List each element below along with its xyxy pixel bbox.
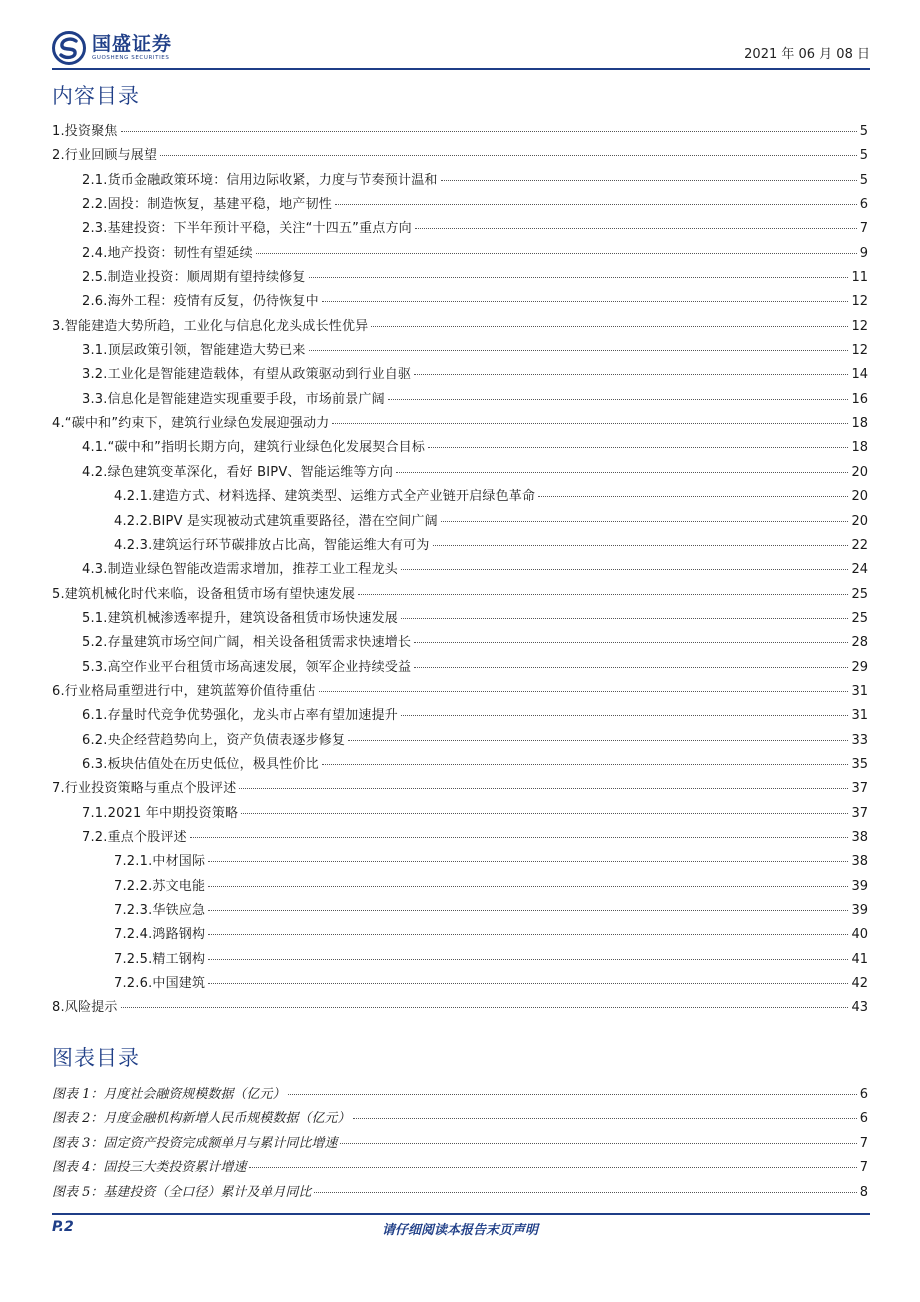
toc-entry-page: 11 (851, 270, 868, 286)
dot-leader (314, 1192, 856, 1193)
toc-entry-label: 7.2.3.华铁应急 (114, 903, 206, 918)
toc-entry-row[interactable] (52, 339, 868, 363)
dot-leader (208, 886, 848, 887)
dot-leader (414, 642, 848, 643)
toc-entry-row[interactable] (52, 510, 868, 534)
dot-leader (335, 204, 857, 205)
dot-leader (208, 861, 848, 862)
toc-entry-page: 37 (851, 805, 868, 821)
dot-leader (241, 813, 848, 814)
page-number: P.2 (52, 1219, 74, 1235)
disclaimer-note: 请仔细阅读本报告末页声明 (381, 1223, 538, 1238)
toc-entry-page: 40 (851, 927, 868, 943)
toc-entry-label: 4.2.3.建筑运行环节碳排放占比高，智能运维大有可为 (114, 537, 430, 553)
toc-entry-page: 20 (851, 513, 868, 529)
table-of-contents (52, 120, 868, 1021)
toc-entry-row[interactable] (52, 899, 868, 923)
dot-leader (208, 934, 848, 935)
toc-entry-page: 16 (851, 391, 868, 407)
toc-entry-label: 2.6.海外工程：疫情有反复，仍待恢复中 (82, 294, 319, 310)
toc-entry-label: 2.1.货币金融政策环境：信用边际收紧，力度与节奏预计温和 (82, 172, 438, 188)
toc-entry-label: 3.智能建造大势所趋，工业化与信息化龙头成长性优异 (52, 318, 369, 334)
toc-entry-page: 5 (859, 124, 868, 139)
dot-leader (309, 350, 849, 351)
figure-entry-page: 7 (859, 1135, 868, 1151)
toc-entry-page: 33 (851, 732, 868, 748)
toc-entry-page: 20 (851, 464, 868, 480)
toc-entry-label: 1.投资聚焦 (52, 124, 118, 139)
toc-entry-label: 6.行业格局重塑进行中，建筑蓝筹价值待重估 (52, 683, 316, 699)
toc-entry-page: 5 (859, 148, 868, 164)
report-date: 2021 年 06 月 08 日 (744, 47, 870, 62)
toc-entry-page: 38 (851, 829, 868, 845)
toc-entry-row[interactable] (52, 217, 868, 241)
toc-entry-label: 6.2.央企经营趋势向上，资产负债表逐步修复 (82, 732, 346, 748)
figure-entry-page: 6 (859, 1111, 868, 1127)
dot-leader (401, 569, 848, 570)
toc-entry-label: 4.3.制造业绿色智能改造需求增加，推荐工业工程龙头 (82, 562, 399, 578)
toc-entry-label: 3.2.工业化是智能建造载体，有望从政策驱动到行业自驱 (82, 367, 412, 383)
toc-entry-row[interactable] (52, 120, 868, 144)
toc-entry-label: 2.3.基建投资：下半年预计平稳，关注“十四五”重点方向 (82, 221, 412, 237)
header-divider (52, 68, 870, 70)
figure-entry-row[interactable] (52, 1156, 868, 1180)
toc-entry-label: 5.1.建筑机械渗透率提升，建筑设备租赁市场快速发展 (82, 610, 399, 626)
toc-entry-row[interactable] (52, 850, 868, 874)
toc-entry-row[interactable] (52, 436, 868, 460)
dot-leader (414, 667, 848, 668)
toc-entry-page: 14 (851, 367, 868, 383)
dot-leader (121, 1007, 849, 1008)
toc-entry-page: 12 (851, 294, 868, 310)
dot-leader (414, 374, 848, 375)
figure-entry-page: 8 (859, 1184, 868, 1200)
toc-entry-row[interactable] (52, 631, 868, 655)
toc-entry-page: 37 (851, 781, 868, 797)
toc-entry-label: 7.2.2.苏文电能 (114, 878, 206, 894)
dot-leader (239, 788, 848, 789)
toc-entry-label: 7.2.重点个股评述 (82, 829, 187, 845)
toc-entry-label: 7.行业投资策略与重点个股评述 (52, 781, 237, 797)
toc-entry-label: 6.3.板块估值处在历史低位，极具性价比 (82, 756, 319, 772)
dot-leader (322, 764, 849, 765)
toc-entry-label: 7.2.4.鸿路钢构 (114, 927, 206, 943)
toc-entry-page: 22 (851, 537, 868, 553)
toc-entry-row[interactable] (52, 948, 868, 972)
toc-entry-row[interactable] (52, 972, 868, 996)
dot-leader (415, 228, 857, 229)
page-header (52, 28, 870, 70)
toc-entry-row[interactable] (52, 412, 868, 436)
toc-entry-row[interactable] (52, 193, 868, 217)
dot-leader (401, 715, 848, 716)
toc-entry-row[interactable] (52, 704, 868, 728)
dot-leader (358, 594, 848, 595)
toc-entry-row[interactable] (52, 777, 868, 801)
dot-leader (208, 959, 848, 960)
toc-entry-row[interactable] (52, 266, 868, 290)
toc-entry-page: 12 (851, 343, 868, 359)
toc-entry-row[interactable] (52, 607, 868, 631)
dot-leader (160, 155, 857, 156)
dot-leader (121, 131, 857, 132)
toc-entry-page: 38 (851, 854, 868, 870)
dot-leader (332, 423, 848, 424)
figure-entry-label: 图表 2：月度金融机构新增人民币规模数据（亿元） (52, 1111, 351, 1127)
toc-entry-label: 2.行业回顾与展望 (52, 148, 158, 164)
toc-entry-label: 2.2.固投：制造恢复，基建平稳，地产韧性 (82, 197, 333, 213)
dot-leader (401, 618, 848, 619)
dot-leader (396, 472, 848, 473)
dot-leader (256, 253, 857, 254)
list-of-figures (52, 1083, 868, 1205)
toc-entry-label: 5.3.高空作业平台租赁市场高速发展，领军企业持续受益 (82, 659, 412, 675)
toc-entry-row[interactable] (52, 144, 868, 168)
dot-leader (309, 277, 849, 278)
toc-entry-label: 3.1.顶层政策引领，智能建造大势已来 (82, 343, 306, 359)
toc-entry-page: 5 (859, 172, 868, 188)
toc-entry-page: 18 (851, 440, 868, 456)
toc-entry-row[interactable] (52, 583, 868, 607)
brand-name-cn: 国盛证券 (92, 33, 173, 55)
toc-entry-row[interactable] (52, 656, 868, 680)
toc-entry-label: 4.2.1.建造方式、材料选择、建筑类型、运维方式全产业链开启绿色革命 (114, 489, 536, 505)
toc-entry-row[interactable] (52, 558, 868, 582)
toc-entry-label: 2.5.制造业投资：顺周期有望持续修复 (82, 270, 306, 286)
toc-entry-label: 5.2.存量建筑市场空间广阔，相关设备租赁需求快速增长 (82, 635, 412, 651)
figure-entry-row[interactable] (52, 1107, 868, 1131)
brand-logo (52, 28, 172, 68)
toc-entry-row[interactable] (52, 363, 868, 387)
toc-entry-label: 3.3.信息化是智能建造实现重要手段，市场前景广阔 (82, 391, 385, 407)
dot-leader (388, 399, 849, 400)
dot-leader (371, 326, 848, 327)
toc-entry-label: 5.建筑机械化时代来临，设备租赁市场有望快速发展 (52, 586, 356, 602)
dot-leader (433, 545, 849, 546)
toc-entry-label: 7.2.1.中材国际 (114, 854, 206, 870)
dot-leader (340, 1143, 856, 1144)
dot-leader (348, 740, 848, 741)
toc-entry-label: 2.4.地产投资：韧性有望延续 (82, 245, 253, 261)
figure-entry-page: 7 (859, 1160, 868, 1176)
toc-entry-row[interactable] (52, 534, 868, 558)
toc-entry-label: 4.1.“碳中和”指明长期方向，建筑行业绿色化发展契合目标 (82, 440, 426, 456)
toc-entry-label: 4.2.绿色建筑变革深化，看好 BIPV、智能运维等方向 (82, 464, 394, 480)
figure-entry-row[interactable] (52, 1132, 868, 1156)
toc-entry-page: 31 (851, 708, 868, 724)
footer-divider (52, 1213, 870, 1215)
toc-entry-row[interactable] (52, 461, 868, 485)
toc-entry-page: 42 (851, 976, 868, 992)
toc-entry-label: 4.“碳中和”约束下，建筑行业绿色发展迎强动力 (52, 416, 330, 432)
dot-leader (538, 496, 848, 497)
toc-entry-page: 6 (859, 197, 868, 213)
dot-leader (428, 447, 848, 448)
toc-entry-row[interactable] (52, 169, 868, 193)
toc-entry-row[interactable] (52, 680, 868, 704)
toc-entry-label: 7.2.5.精工钢构 (114, 951, 206, 967)
toc-entry-row[interactable] (52, 996, 868, 1020)
toc-entry-row[interactable] (52, 290, 868, 314)
toc-entry-page: 9 (859, 245, 868, 261)
figure-entry-row[interactable] (52, 1083, 868, 1107)
dot-leader (353, 1118, 856, 1119)
toc-entry-page: 24 (851, 562, 868, 578)
toc-entry-row[interactable] (52, 875, 868, 899)
figure-entry-row[interactable] (52, 1181, 868, 1205)
toc-entry-page: 28 (851, 635, 868, 651)
toc-entry-page: 20 (851, 489, 868, 505)
toc-entry-page: 25 (851, 610, 868, 626)
toc-entry-page: 31 (851, 683, 868, 699)
figure-entry-label: 图表 1：月度社会融资规模数据（亿元） (52, 1087, 286, 1102)
toc-entry-row[interactable] (52, 729, 868, 753)
figure-entry-label: 图表 3：固定资产投资完成额单月与累计同比增速 (52, 1135, 338, 1151)
toc-entry-label: 7.2.6.中国建筑 (114, 976, 206, 992)
toc-entry-page: 25 (851, 586, 868, 602)
figure-entry-label: 图表 5：基建投资（全口径）累计及单月同比 (52, 1184, 312, 1200)
toc-entry-label: 7.1.2021 年中期投资策略 (82, 805, 239, 821)
toc-entry-page: 7 (859, 221, 868, 237)
guosheng-logo-icon (52, 31, 86, 65)
toc-entry-page: 41 (851, 951, 868, 967)
dot-leader (441, 180, 857, 181)
figures-heading: 图表目录 (52, 1046, 140, 1070)
toc-entry-page: 12 (851, 318, 868, 334)
dot-leader (208, 910, 848, 911)
toc-entry-row[interactable] (52, 315, 868, 339)
dot-leader (208, 983, 848, 984)
toc-entry-row[interactable] (52, 485, 868, 509)
dot-leader (288, 1094, 856, 1095)
brand-name-en: GUOSHENG SECURITIES (92, 55, 170, 61)
toc-entry-page: 29 (851, 659, 868, 675)
dot-leader (249, 1167, 856, 1168)
dot-leader (190, 837, 849, 838)
toc-entry-page: 39 (851, 878, 868, 894)
toc-entry-page: 39 (851, 903, 868, 918)
toc-entry-row[interactable] (52, 388, 868, 412)
toc-entry-row[interactable] (52, 826, 868, 850)
dot-leader (441, 521, 849, 522)
toc-heading: 内容目录 (52, 84, 140, 108)
dot-leader (322, 301, 849, 302)
toc-entry-label: 4.2.2.BIPV 是实现被动式建筑重要路径，潜在空间广阔 (114, 513, 438, 529)
dot-leader (319, 691, 849, 692)
figure-entry-label: 图表 4：固投三大类投资累计增速 (52, 1160, 247, 1176)
toc-entry-row[interactable] (52, 242, 868, 266)
toc-entry-row[interactable] (52, 802, 868, 826)
toc-entry-row[interactable] (52, 923, 868, 947)
toc-entry-page: 18 (851, 416, 868, 432)
toc-entry-row[interactable] (52, 753, 868, 777)
toc-entry-page: 43 (851, 1000, 868, 1016)
toc-entry-label: 8.风险提示 (52, 1000, 118, 1016)
toc-entry-page: 35 (851, 756, 868, 772)
figure-entry-page: 6 (859, 1087, 868, 1102)
toc-entry-label: 6.1.存量时代竞争优势强化，龙头市占率有望加速提升 (82, 708, 399, 724)
